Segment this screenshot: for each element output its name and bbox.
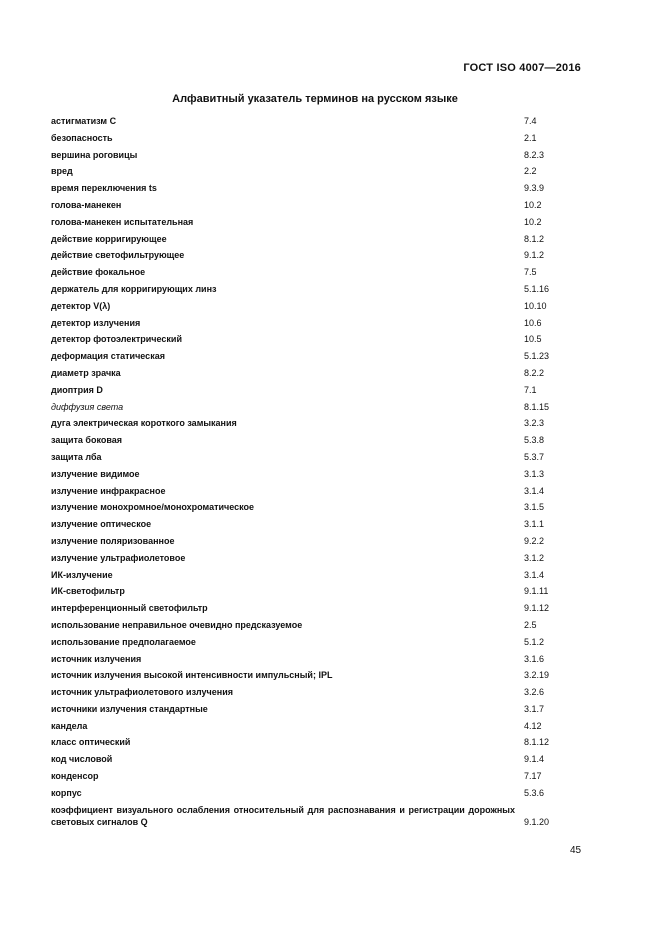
index-entry xyxy=(51,264,591,281)
index-entry xyxy=(51,734,591,751)
index-entry xyxy=(51,600,591,617)
entry-term: дуга электрическая короткого замыкания xyxy=(51,418,237,429)
index-entry xyxy=(51,802,591,828)
entry-ref: 4.12 xyxy=(524,720,542,731)
entry-ref: 5.1.2 xyxy=(524,636,545,647)
entry-term: детектор излучения xyxy=(51,317,141,328)
index-entry xyxy=(51,415,591,432)
index-entry xyxy=(51,651,591,668)
index-entry xyxy=(51,315,591,332)
entry-ref: 3.1.7 xyxy=(524,703,545,714)
entry-ref: 9.1.20 xyxy=(524,816,550,827)
index-entry xyxy=(51,147,591,164)
index-entry xyxy=(51,180,591,197)
index-entry xyxy=(51,634,591,651)
entry-ref: 9.1.12 xyxy=(524,603,550,614)
entry-term: излучение поляризованное xyxy=(51,535,175,546)
entry-term: источник излучения xyxy=(51,653,142,664)
entry-ref: 9.3.9 xyxy=(524,183,545,194)
entry-ref: 5.3.6 xyxy=(524,787,545,798)
entry-term: диффузия света xyxy=(51,401,124,412)
entry-term: вершина роговицы xyxy=(51,149,138,160)
entry-ref: 3.2.19 xyxy=(524,670,550,681)
entry-term: защита боковая xyxy=(51,435,123,446)
index-entry xyxy=(51,197,591,214)
entry-term: интерференционный светофильтр xyxy=(51,603,208,614)
index-entry xyxy=(51,113,591,130)
entry-term: вред xyxy=(51,166,73,177)
entry-term: излучение ультрафиолетовое xyxy=(51,552,186,563)
entry-term: ИК-излучение xyxy=(51,569,113,580)
entry-ref: 2.5 xyxy=(524,619,537,630)
entry-ref: 9.1.4 xyxy=(524,754,545,765)
entry-ref: 3.1.5 xyxy=(524,502,545,513)
entry-term: излучение инфракрасное xyxy=(51,485,166,496)
entry-term: деформация статическая xyxy=(51,351,165,362)
index-entry xyxy=(51,751,591,768)
index-entry xyxy=(51,567,591,584)
index-entry xyxy=(51,533,591,550)
page-number: 45 xyxy=(570,845,582,856)
document-code: ГОСТ ISO 4007—2016 xyxy=(463,62,581,74)
index-entry xyxy=(51,701,591,718)
entry-ref: 5.3.7 xyxy=(524,451,545,462)
entry-ref: 8.1.15 xyxy=(524,401,550,412)
entry-ref: 3.2.3 xyxy=(524,418,545,429)
index-entry xyxy=(51,449,591,466)
entry-term: безопасность xyxy=(51,132,113,143)
entry-ref: 9.1.2 xyxy=(524,250,545,261)
entry-ref: 3.1.1 xyxy=(524,519,545,530)
entry-ref: 10.10 xyxy=(524,300,547,311)
entry-term: детектор фотоэлектрический xyxy=(51,334,182,345)
entry-term: диаметр зрачка xyxy=(51,367,121,378)
entry-term: действие фокальное xyxy=(51,267,146,278)
entry-ref: 2.1 xyxy=(524,132,537,143)
entry-ref: 7.4 xyxy=(524,116,537,126)
index-entry xyxy=(51,483,591,500)
index-entry xyxy=(51,768,591,785)
entry-term: диоптрия D xyxy=(51,384,103,395)
entry-ref: 3.1.4 xyxy=(524,569,545,580)
entry-term: действие корригирующее xyxy=(51,233,167,244)
entry-ref: 5.1.23 xyxy=(524,351,550,362)
index-entry xyxy=(51,785,591,802)
term-index-list xyxy=(51,113,591,828)
entry-ref: 7.17 xyxy=(524,771,542,782)
entry-term: кандела xyxy=(51,720,88,731)
entry-ref: 10.5 xyxy=(524,334,542,345)
entry-ref: 3.1.6 xyxy=(524,653,545,664)
entry-ref: 3.2.6 xyxy=(524,687,545,698)
index-entry xyxy=(51,365,591,382)
entry-ref: 3.1.4 xyxy=(524,485,545,496)
index-title: Алфавитный указатель терминов на русском языке xyxy=(172,93,458,105)
entry-term: использование неправильное очевидно предсказуемое xyxy=(51,619,303,630)
entry-term: класс оптический xyxy=(51,737,131,748)
entry-ref: 7.5 xyxy=(524,267,537,278)
entry-ref: 8.1.12 xyxy=(524,737,550,748)
entry-ref: 10.2 xyxy=(524,216,542,227)
entry-ref: 10.2 xyxy=(524,199,542,210)
index-entry xyxy=(51,247,591,264)
index-entry xyxy=(51,130,591,147)
index-entry xyxy=(51,281,591,298)
entry-term: действие светофильтрующее xyxy=(51,250,185,261)
entry-term: коэффициент визуального ослабления относительный для распознавания и регистрации дорожных световых сигналов Q xyxy=(51,804,515,827)
index-entry xyxy=(51,499,591,516)
entry-ref: 7.1 xyxy=(524,384,537,395)
entry-term: ИК-светофильтр xyxy=(51,586,125,597)
entry-term: источники излучения стандартные xyxy=(51,703,208,714)
index-entry xyxy=(51,432,591,449)
index-entry xyxy=(51,163,591,180)
entry-term: код числовой xyxy=(51,754,113,765)
index-entry xyxy=(51,399,591,416)
entry-term: источник ультрафиолетового излучения xyxy=(51,687,233,698)
entry-ref: 8.1.2 xyxy=(524,233,545,244)
entry-ref: 3.1.3 xyxy=(524,468,545,479)
entry-term: защита лба xyxy=(51,451,102,462)
entry-term: детектор V(λ) xyxy=(51,300,111,311)
entry-term: голова-манекен xyxy=(51,199,122,210)
entry-ref: 8.2.3 xyxy=(524,149,545,160)
index-entry xyxy=(51,617,591,634)
entry-term: время переключения ts xyxy=(51,183,157,194)
index-entry xyxy=(51,550,591,567)
entry-ref: 5.1.16 xyxy=(524,283,550,294)
entry-term: астигматизм C xyxy=(51,116,117,126)
index-entry xyxy=(51,583,591,600)
index-entry xyxy=(51,214,591,231)
entry-term: голова-манекен испытательная xyxy=(51,216,194,227)
index-entry xyxy=(51,231,591,248)
index-entry xyxy=(51,348,591,365)
entry-ref: 9.1.11 xyxy=(524,586,549,597)
entry-term: использование предполагаемое xyxy=(51,636,196,647)
entry-ref: 3.1.2 xyxy=(524,552,545,563)
index-entry xyxy=(51,684,591,701)
entry-term: излучение оптическое xyxy=(51,519,152,530)
index-entry xyxy=(51,466,591,483)
index-entry xyxy=(51,331,591,348)
index-entry xyxy=(51,382,591,399)
index-entry xyxy=(51,667,591,684)
entry-term: корпус xyxy=(51,787,82,798)
entry-ref: 9.2.2 xyxy=(524,535,545,546)
entry-ref: 10.6 xyxy=(524,317,542,328)
index-entry xyxy=(51,298,591,315)
entry-term: держатель для корригирующих линз xyxy=(51,283,217,294)
entry-ref: 2.2 xyxy=(524,166,537,177)
entry-term: конденсор xyxy=(51,771,99,782)
entry-term: излучение видимое xyxy=(51,468,140,479)
index-entry xyxy=(51,718,591,735)
index-entry xyxy=(51,516,591,533)
entry-ref: 8.2.2 xyxy=(524,367,545,378)
entry-term: излучение монохромное/монохроматическое xyxy=(51,502,255,513)
entry-ref: 5.3.8 xyxy=(524,435,545,446)
entry-term: источник излучения высокой интенсивности импульсный; IPL xyxy=(51,670,333,681)
